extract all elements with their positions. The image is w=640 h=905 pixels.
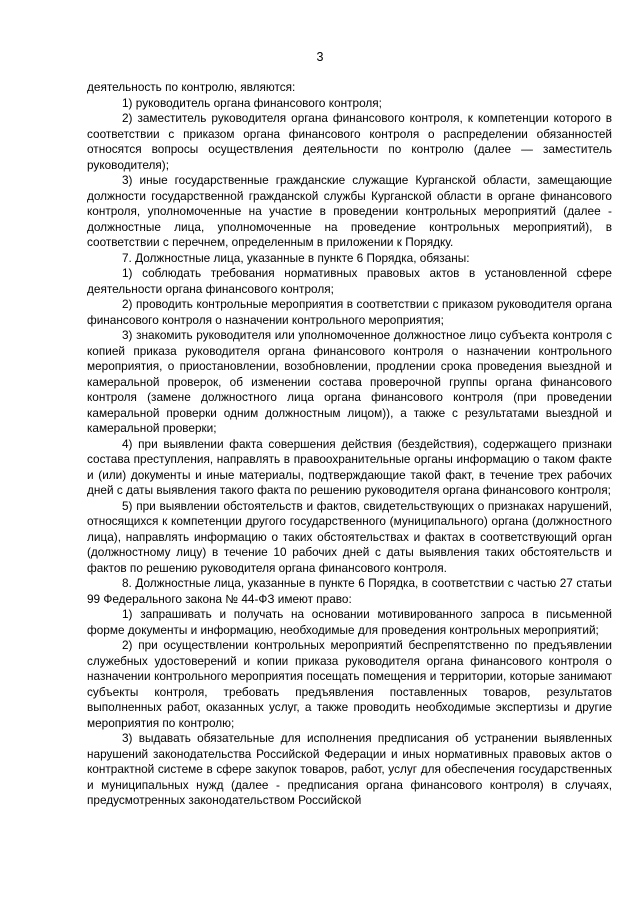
paragraph-7-2: 2) проводить контрольные мероприятия в соответствии с приказом руководителя органа финансового контроля о назначении контрольного мероприятия; (87, 297, 612, 327)
paragraph-7-4: 4) при выявлении факта совершения действия (бездействия), содержащего признаки состава преступления, направлять в правоохранительные органы информацию о таком факте и (или) документы и иные материалы, подтверждающие такой факт, в течение трех рабочих дней с даты выявления такого факта по решению руководителя органа финансового контроля; (87, 436, 612, 497)
paragraph-8-1: 1) запрашивать и получать на основании мотивированного запроса в письменной форме документы и информацию, необходимые для проведения контрольных мероприятий; (87, 607, 612, 637)
paragraph-8-3: 3) выдавать обязательные для исполнения предписания об устранении выявленных нарушений законодательства Российской Федерации и иных нормативных правовых актов о контрактной системе в сфере закупок товаров, работ, услуг для обеспечения государственных и муниципальных нужд (далее - предписания органа финансового контроля) в случаях, предусмотренных законодательством Российской (87, 731, 612, 807)
paragraph-7-1: 1) соблюдать требования нормативных правовых актов в установленной сфере деятельности органа финансового контроля; (87, 266, 612, 296)
paragraph-7-5: 5) при выявлении обстоятельств и фактов, свидетельствующих о признаках нарушений, относящихся к компетенции другого государственного (муниципального) органа (должностного лица), направлять информацию о таких обстоятельствах и фактах в соответствующий орган (должностному лицу) в течение 10 рабочих дней с даты выявления таких обстоятельств и фактов по решению руководителя органа финансового контроля. (87, 498, 612, 575)
paragraph-6-3: 3) иные государственные гражданские служащие Курганской области, замещающие должности государственной гражданской службы Курганской области в органе финансового контроля, уполномоченные на участие в проведении контрольных мероприятий (далее - должностные лица, уполномоченные на проведение контрольных мероприятий), в соответствии с перечнем, определенным в приложении к Порядку. (87, 173, 612, 249)
paragraph-7-heading: 7. Должностные лица, указанные в пункте 6 Порядка, обязаны: (122, 250, 470, 265)
paragraph-8-2: 2) при осуществлении контрольных мероприятий беспрепятственно по предъявлении служебных удостоверений и копии приказа руководителя органа финансового контроля о назначении контрольного мероприятия посещать помещения и территории, которые занимают субъекты контроля, требовать предъявления поставленных товаров, результатов выполненных работ, оказанных услуг, а также проводить необходимые экспертизы и другие мероприятия по контролю; (87, 638, 612, 730)
paragraph-continuation: деятельность по контролю, являются: (87, 80, 296, 94)
document-body (87, 80, 612, 809)
page-number: 3 (316, 50, 324, 64)
paragraph-8-heading: 8. Должностные лица, указанные в пункте 6 Порядка, в соответствии с частью 27 статьи 99 Федерального закона № 44-ФЗ имеют право: (87, 576, 612, 606)
paragraph-6-1: 1) руководитель органа финансового контроля; (122, 95, 382, 110)
paragraph-6-2: 2) заместитель руководителя органа финансового контроля, к компетенции которого в соответствии с приказом органа финансового контроля о распределении обязанностей относятся вопросы осуществления деятельности по контролю (далее — заместитель руководителя); (87, 111, 612, 172)
paragraph-7-3: 3) знакомить руководителя или уполномоченное должностное лицо субъекта контроля с копией приказа руководителя органа финансового контроля о назначении контрольного мероприятия, о приостановлении, возобновлении, продлении срока проведения выездной и камеральной проверок, об изменении состава проверочной группы органа финансового контроля (замене должностного лица органа финансового контроля (при проведении камеральной проверки одним должностным лицом)), а также с результатами выездной и камеральной проверки; (87, 328, 612, 435)
